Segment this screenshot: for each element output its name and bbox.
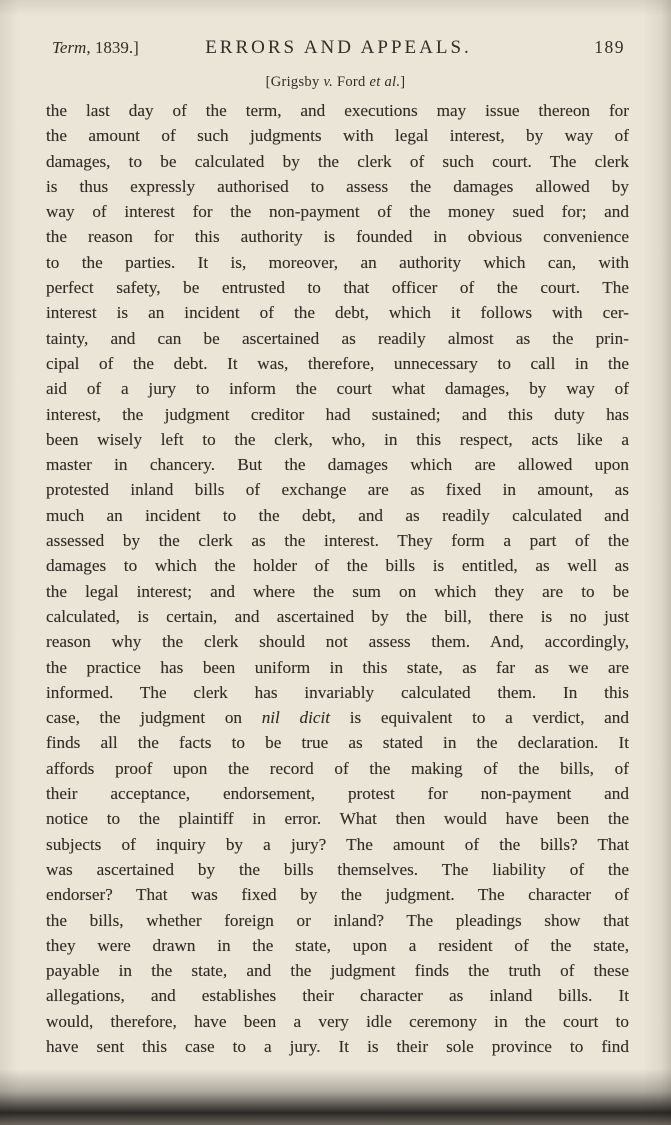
text-segment: assessed by the clerk as the interest. They form a part of the bbox=[46, 531, 629, 551]
text-segment: damages to which the holder of the bills is entitled, as well as bbox=[46, 556, 629, 576]
text-segment: Ford bbox=[333, 74, 370, 90]
text-segment: calculated, is certain, and ascertained by the bill, there is no just bbox=[46, 606, 629, 626]
text-line bbox=[46, 503, 629, 528]
text-line bbox=[46, 1009, 629, 1034]
text-line bbox=[46, 655, 629, 680]
page-edge-shadow bbox=[0, 1069, 671, 1125]
text-segment: cipal of the debt. It was, therefore, unnecessary to call in the bbox=[46, 353, 629, 373]
text-line bbox=[46, 528, 629, 553]
text-segment: master in chancery. But the damages which are allowed upon bbox=[46, 455, 629, 475]
text-line bbox=[46, 705, 629, 730]
text-line bbox=[46, 806, 629, 831]
text-segment: is thus expressly authorised to assess the damages allowed by bbox=[46, 176, 629, 196]
term-word: Term bbox=[52, 38, 87, 57]
text-line bbox=[46, 477, 629, 502]
text-line bbox=[46, 427, 629, 452]
text-segment: reason why the clerk should not assess them. And, accordingly, bbox=[46, 632, 629, 652]
text-segment: they were drawn in the state, upon a resident of the state, bbox=[46, 935, 629, 955]
text-line bbox=[46, 882, 629, 907]
text-line bbox=[46, 300, 629, 325]
text-line bbox=[46, 174, 629, 199]
text-segment: much an incident to the debt, and as readily calculated and bbox=[46, 505, 629, 525]
text-line bbox=[46, 224, 629, 249]
text-line bbox=[46, 199, 629, 224]
term-year: , 1839.] bbox=[86, 38, 139, 57]
text-line bbox=[46, 553, 629, 578]
text-segment: is equivalent to a verdict, and bbox=[330, 708, 629, 728]
text-line bbox=[46, 629, 629, 654]
text-segment: interest is an incident of the debt, which it follows with cer- bbox=[46, 303, 629, 323]
text-line bbox=[46, 402, 629, 427]
text-segment: case, the judgment on bbox=[46, 708, 262, 728]
text-line bbox=[46, 908, 629, 933]
text-segment: the bills, whether foreign or inland? The pleadings show that bbox=[46, 910, 629, 930]
text-segment: finds all the facts to be true as stated in the declaration. It bbox=[46, 733, 629, 753]
text-segment: have sent this case to a jury. It is their sole province to find bbox=[46, 1036, 629, 1056]
text-segment: protested inland bills of exchange are as fixed in amount, as bbox=[46, 480, 629, 500]
text-line bbox=[46, 123, 629, 148]
text-segment: was ascertained by the bills themselves. The liability of the bbox=[46, 859, 629, 879]
text-segment: been wisely left to the clerk, who, in this respect, acts like a bbox=[46, 429, 629, 449]
text-line bbox=[46, 351, 629, 376]
text-segment: to the parties. It is, moreover, an authority which can, with bbox=[46, 252, 629, 272]
text-segment: the reason for this authority is founded in obvious convenience bbox=[46, 227, 629, 247]
text-line bbox=[46, 250, 629, 275]
text-line bbox=[46, 376, 629, 401]
text-segment: the practice has been uniform in this state, as far as we are bbox=[46, 657, 629, 677]
term-label bbox=[52, 38, 205, 58]
text-line bbox=[46, 1034, 629, 1059]
text-line bbox=[46, 781, 629, 806]
text-line bbox=[46, 452, 629, 477]
text-segment: the last day of the term, and executions may issue thereon for bbox=[46, 101, 629, 120]
text-segment: perfect safety, be entrusted to that officer of the court. The bbox=[46, 278, 629, 298]
text-segment: nil dicit bbox=[261, 708, 331, 728]
text-segment: endorser? That was fixed by the judgment. The character of bbox=[46, 885, 629, 905]
text-line bbox=[46, 149, 629, 174]
page-number: 189 bbox=[594, 37, 625, 57]
text-segment: notice to the plaintiff in error. What then would have been the bbox=[46, 809, 629, 829]
body-text bbox=[46, 98, 629, 1059]
text-line bbox=[46, 933, 629, 958]
text-segment: [Grigsby bbox=[265, 74, 324, 90]
text-segment: would, therefore, have been a very idle ceremony in the court to bbox=[46, 1011, 629, 1031]
text-segment: informed. The clerk has invariably calculated them. In this bbox=[46, 682, 629, 702]
text-segment: et al. bbox=[369, 74, 401, 90]
text-line bbox=[46, 275, 629, 300]
text-segment: way of interest for the non-payment of the money sued for; and bbox=[46, 202, 629, 222]
text-segment: ] bbox=[400, 74, 406, 90]
text-segment: payable in the state, and the judgment finds the truth of these bbox=[46, 961, 629, 981]
text-line bbox=[46, 326, 629, 351]
text-segment: the amount of such judgments with legal interest, by way of bbox=[46, 126, 629, 146]
text-line bbox=[46, 604, 629, 629]
text-line bbox=[46, 958, 629, 983]
text-segment: allegations, and establishes their character as inland bills. It bbox=[46, 986, 629, 1006]
text-line bbox=[46, 983, 629, 1008]
text-segment: aid of a jury to inform the court what damages, by way of bbox=[46, 379, 629, 399]
text-line bbox=[46, 680, 629, 705]
text-line bbox=[46, 730, 629, 755]
text-segment: interest, the judgment creditor had sustained; and this duty has bbox=[46, 404, 629, 424]
text-segment: affords proof upon the record of the making of the bills, of bbox=[46, 758, 629, 778]
text-segment: subjects of inquiry by a jury? The amount of the bills? That bbox=[46, 834, 629, 854]
text-line bbox=[46, 832, 629, 857]
text-line bbox=[46, 756, 629, 781]
text-segment: their acceptance, endorsement, protest for non-payment and bbox=[46, 784, 629, 804]
text-segment: tainty, and can be ascertained as readily almost as the prin- bbox=[46, 328, 629, 348]
text-line bbox=[46, 98, 629, 123]
page-title: ERRORS AND APPEALS. bbox=[205, 37, 472, 58]
running-header bbox=[0, 0, 671, 59]
case-caption bbox=[0, 74, 671, 91]
text-line bbox=[46, 579, 629, 604]
text-segment: damages, to be calculated by the clerk of such court. The clerk bbox=[46, 151, 629, 171]
text-segment: v. bbox=[323, 74, 334, 90]
text-segment: the legal interest; and where the sum on which they are to be bbox=[46, 581, 629, 601]
text-line bbox=[46, 857, 629, 882]
